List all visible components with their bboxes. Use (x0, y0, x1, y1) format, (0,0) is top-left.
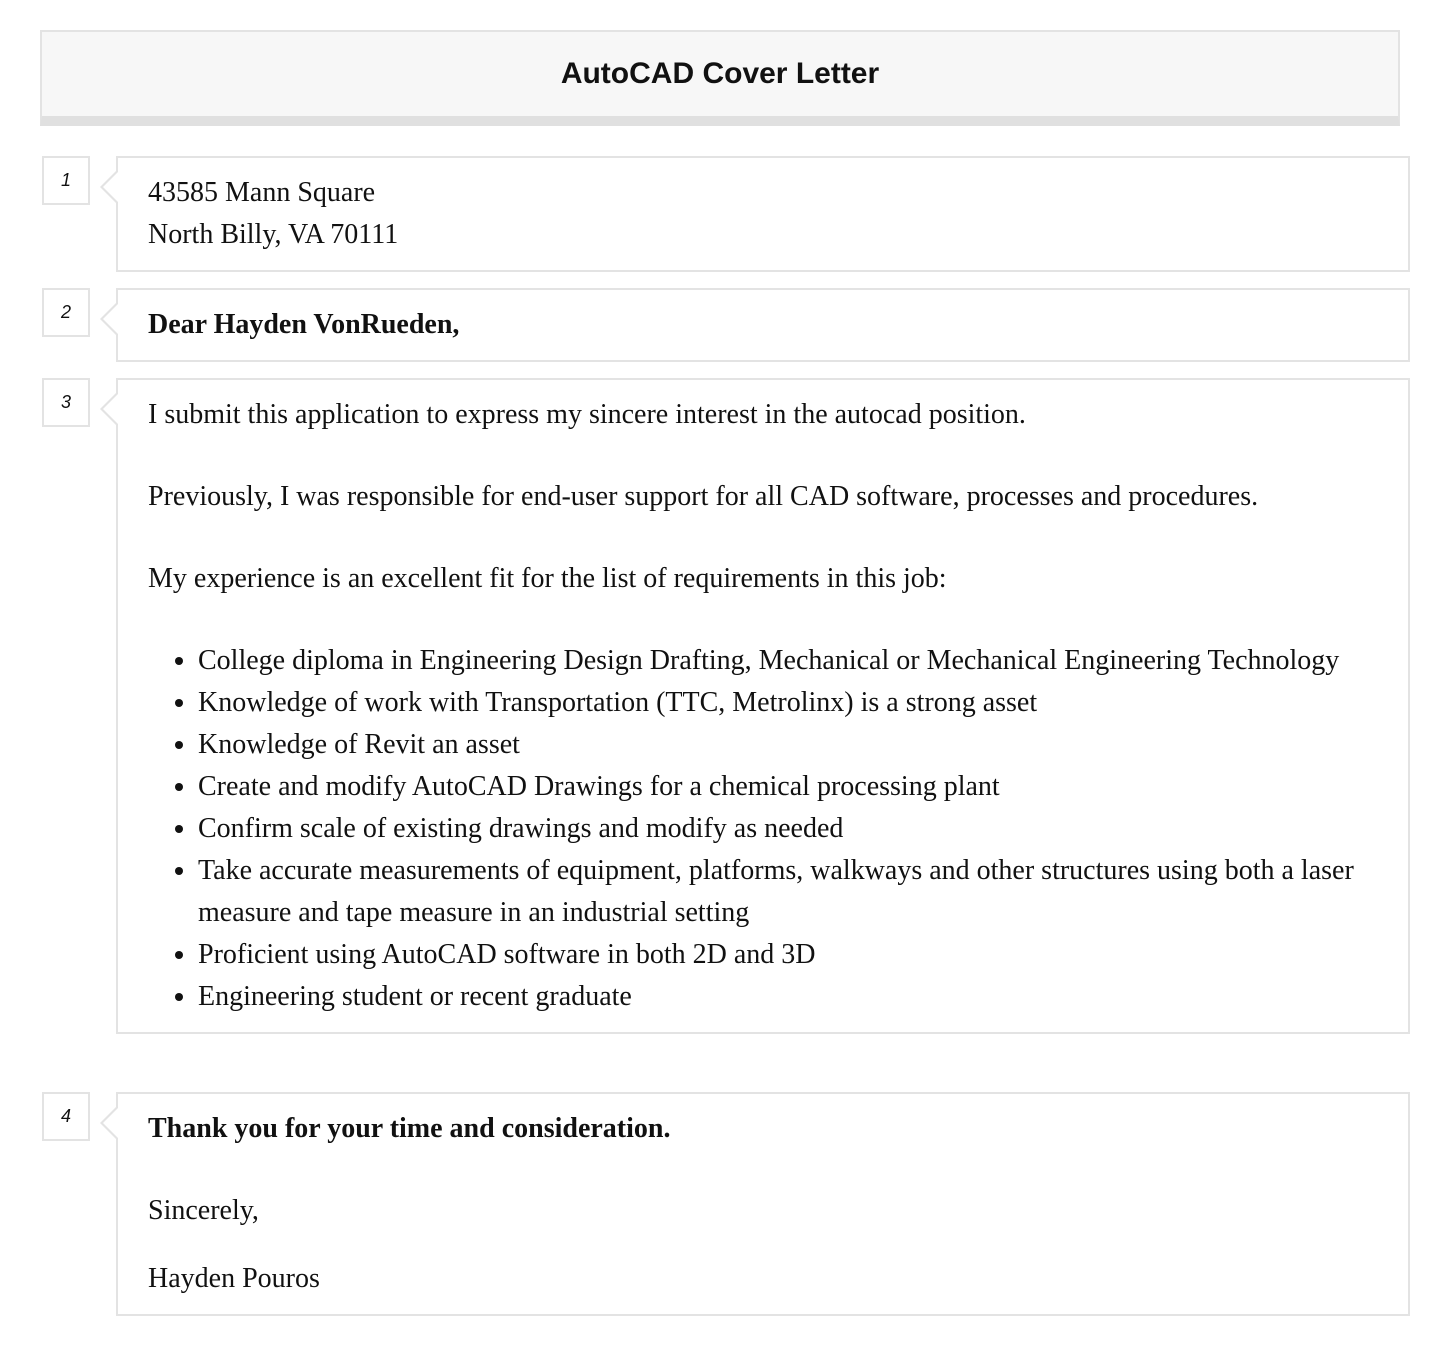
list-item: • Engineering student or recent graduate (198, 976, 1388, 1018)
page-title: AutoCAD Cover Letter (560, 57, 880, 90)
closing-text: Sincerely, (148, 1195, 259, 1226)
signature-name: Hayden Pouros (148, 1263, 320, 1294)
address-line-2: North Billy, VA 70111 (148, 219, 399, 250)
greeting: Dear Hayden VonRueden, (148, 309, 460, 340)
list-item: • Confirm scale of existing drawings and modify as needed (198, 808, 1388, 850)
section-number: 1 (42, 156, 90, 205)
list-item: • Proficient using AutoCAD software in both 2D and 3D (198, 934, 1388, 976)
closing-card (116, 1092, 1410, 1316)
page-header (40, 30, 1400, 126)
address-card (116, 156, 1410, 272)
list-item: • College diploma in Engineering Design Drafting, Mechanical or Mechanical Engineering Technology (198, 640, 1388, 682)
list-item: • Take accurate measurements of equipment, platforms, walkways and other structures using both a laser measure and tape measure in an industrial setting (198, 850, 1388, 934)
thanks-text: Thank you for your time and consideration. (148, 1113, 671, 1144)
section-number: 2 (42, 288, 90, 337)
list-item: • Create and modify AutoCAD Drawings for a chemical processing plant (198, 766, 1388, 808)
list-item: • Knowledge of Revit an asset (198, 724, 1388, 766)
body-card (116, 378, 1410, 1034)
section-number: 4 (42, 1092, 90, 1141)
list-item: • Knowledge of work with Transportation (TTC, Metrolinx) is a strong asset (198, 682, 1388, 724)
intro-paragraph: I submit this application to express my sincere interest in the autocad position. (148, 399, 1026, 430)
address-line-1: 43585 Mann Square (148, 177, 376, 208)
previous-paragraph: Previously, I was responsible for end-user support for all CAD software, processes and procedures. (148, 481, 1259, 512)
requirements-list (148, 640, 1388, 1018)
greeting-card (116, 288, 1410, 362)
section-number: 3 (42, 378, 90, 427)
fit-paragraph: My experience is an excellent fit for the list of requirements in this job: (148, 563, 947, 594)
